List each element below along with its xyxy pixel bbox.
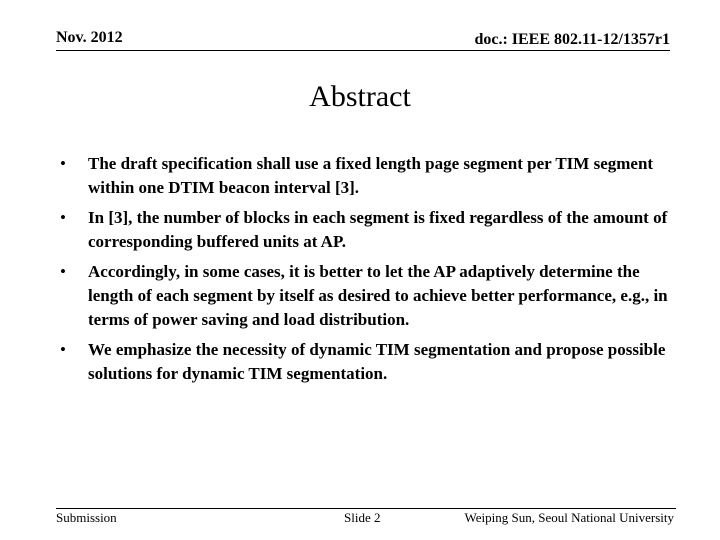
bullet-dot-icon: • (60, 208, 66, 227)
bullet-list (60, 152, 670, 392)
bullet-text: In [3], the number of blocks in each segment is fixed regardless of the amount of corresponding buffered units at AP. (88, 208, 668, 251)
bullet-text: We emphasize the necessity of dynamic TIM segmentation and propose possible solutions for dynamic TIM segmentation. (88, 340, 666, 383)
bullet-text: The draft specification shall use a fixed length page segment per TIM segment within one DTIM beacon interval [3]. (88, 154, 654, 197)
bullet-item (60, 338, 670, 386)
footer-submission: Submission (56, 510, 117, 525)
bullet-item (60, 260, 670, 332)
slide-title: Abstract (309, 80, 411, 113)
header-divider (56, 50, 670, 51)
bullet-text: Accordingly, in some cases, it is better to let the AP adaptively determine the length of each segment by itself as desired to achieve better performance, e.g., in terms of power saving and load distribution. (88, 262, 668, 329)
footer-slide-number: Slide 2 (344, 510, 381, 525)
bullet-item (60, 152, 670, 200)
footer-author: Weiping Sun, Seoul National University (464, 510, 674, 525)
bullet-dot-icon: • (60, 340, 66, 359)
header-date: Nov. 2012 (56, 29, 123, 46)
footer-divider (56, 508, 676, 509)
bullet-dot-icon: • (60, 154, 66, 173)
bullet-item (60, 206, 670, 254)
header-doc-id: doc.: IEEE 802.11-12/1357r1 (474, 31, 670, 48)
bullet-dot-icon: • (60, 262, 66, 281)
